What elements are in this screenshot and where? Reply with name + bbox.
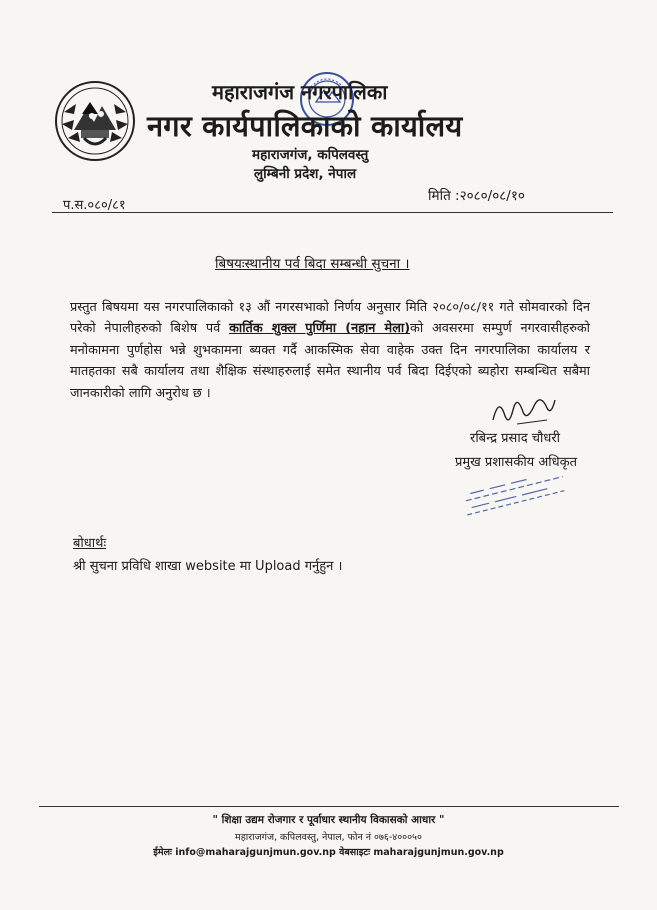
body-text-part-2: को अवसरमा सम्पुर्ण नगरवासीहरुको मनोकामना पुर्णहोस भन्ने शुभकामना ब्यक्त गर्दै आकस्मिक सेवा वाहेक उक्त दिन नगरपालिका कार्यालय र मातहतका सबै कार्यालय तथा शैक्षिक संस्थाहरुलाई समेत स्थानीय पर्व बिदा दिईएको ब्यहोरा सम्बन्धित सबैमा जानकारीको लागि अनुरोध छ । [70,321,590,401]
signer-title: प्रमुख प्रशासकीय अधिकृत [455,455,578,470]
footer-contact: ईमेलः info@maharajgunjmun.gov.np वेबसाइटः maharajgunjmun.gov.np [153,847,504,858]
footer-divider [39,806,619,807]
address-line-1: महाराजगंज, कपिलवस्तु [252,147,369,163]
body-text-part-1: प्रस्तुत बिषयमा यस नगरपालिकाको १३ औं नगरसभाको निर्णय अनुसार मिति २०८०/०८/११ गते सोमवारको दिन परेको नेपालीहरुको बिशेष पर्व [70,299,590,337]
government-emblem-logo [54,80,136,162]
letter-date: मिति :२०८०/०८/१० [428,188,525,204]
header-divider [52,212,613,213]
office-name: नगर कार्यपालिकाको कार्यालय [147,109,463,143]
officer-name-stamp [458,470,578,520]
footer-motto: " शिक्षा उद्यम रोजगार र पूर्वाधार स्थानीय विकासको आधार " [212,814,445,826]
footer-address: महाराजगंज, कपिलवस्तु, नेपाल, फोन नं ०७६-४०००५० [235,832,422,843]
address-line-2: लुम्बिनी प्रदेश, नेपाल [254,166,357,182]
municipality-name: महाराजगंज नगरपालिका [212,80,388,104]
reference-number: प.स.०८०/८१ [63,198,126,213]
cc-recipient-line: श्री सुचना प्रविधि शाखा website मा Upload गर्नुहुन । [73,559,343,574]
signature-scribble [487,386,559,430]
festival-name-highlight: कार्तिक शुक्ल पुर्णिमा (नहान मेला) [229,321,411,337]
cc-label: बोधार्थः [73,536,107,551]
letter-subject: बिषयःस्थानीय पर्व बिदा सम्बन्धी सुचना । [215,256,410,272]
signer-name: रबिन्द्र प्रसाद चौधरी [470,431,561,446]
